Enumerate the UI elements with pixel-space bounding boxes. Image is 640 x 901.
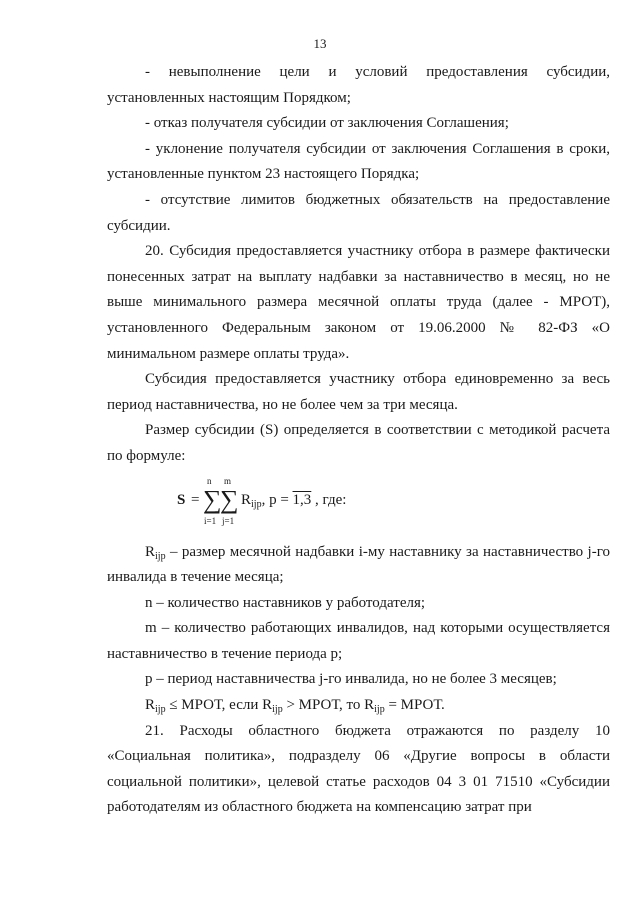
formula-tail: , где: [311,491,347,508]
mrot-condition-b: > МРОТ, то [282,697,365,714]
rijp-symbol: R [145,543,156,560]
formula-equals: = [191,491,200,508]
sigma-j: ∑ [220,484,239,514]
paragraph-p-definition: р – период наставничества j-го инвалида, но не более 3 месяцев; [145,671,557,688]
paragraph-1: - невыполнение цели и условий предоставления субсидии, установленных настоящим Порядком; [107,64,610,106]
paragraph-3: - уклонение получателя субсидии от заключения Соглашения в сроки, установленные пунктом 23 настоящего Порядка; [107,140,610,183]
formula-p-part: , р = [261,491,293,508]
paragraph-m-definition: m – количество работающих инвалидов, над которыми осуществляется наставничество в течение периода р; [107,620,610,662]
lower-limit-i: i=1 [204,515,217,526]
paragraph-2: - отказ получателя субсидии от заключения Соглашения; [145,115,509,132]
formula-S: S [177,491,186,508]
upper-limit-n: n [207,475,212,486]
upper-limit-m: m [224,475,232,486]
rijp-subscript-2: ijp [272,704,283,716]
paragraph-21: 21. Расходы областного бюджета отражаются по разделу 10 «Социальная политика», подразделу 06 «Другие вопросы в области социальной политики», целевой статье расходов 04 3 01 71510 «Субсидии работодателям из областного бюджета на компенсацию затрат при [107,722,610,816]
formula-R: R [241,491,252,508]
page-number: 13 [313,36,327,51]
rijp-subscript-1: ijp [155,704,166,716]
sigma-i: ∑ [203,484,222,514]
rijp-symbol-2: R [262,697,273,714]
mrot-condition-c: = МРОТ. [384,697,445,714]
paragraph-4: - отсутствие лимитов бюджетных обязательств на предоставление субсидии. [107,191,610,234]
paragraph-7: Размер субсидии (S) определяется в соответствии с методикой расчета по формуле: [107,422,610,464]
paragraph-rijp-definition [107,540,610,591]
rijp-definition-text: – размер месячной надбавки i-му наставнику за наставничество j-го инвалида в течение месяца; [107,543,610,586]
mrot-condition-a: ≤ МРОТ, если [165,697,263,714]
rijp-subscript-3: ijp [374,704,385,716]
paragraph-n-definition: n – количество наставников у работодателя; [145,594,426,611]
rijp-subscript: ijp [155,550,166,562]
document-body [107,60,610,821]
paragraph-6: Субсидия предоставляется участнику отбора единовременно за весь период наставничества, но не более чем за три месяца. [107,371,610,413]
formula-range: 1,3 [292,491,312,508]
paragraph-mrot-condition [107,693,610,719]
formula-term [241,492,346,509]
lower-limit-j: j=1 [222,515,235,526]
rijp-symbol-1: R [145,697,156,714]
rijp-symbol-3: R [364,697,375,714]
subsidy-formula [177,474,610,538]
formula-R-subscript: ijp [251,498,262,510]
paragraph-20: 20. Субсидия предоставляется участнику отбора в размере фактически понесенных затрат на выплату надбавки за наставничество в месяц, но не выше минимального размера месячной оплаты труда (далее - МРОТ), установленного Федеральным законом от 19.06.2000 № 82-ФЗ «О минимальном размере оплаты труда». [107,243,610,362]
